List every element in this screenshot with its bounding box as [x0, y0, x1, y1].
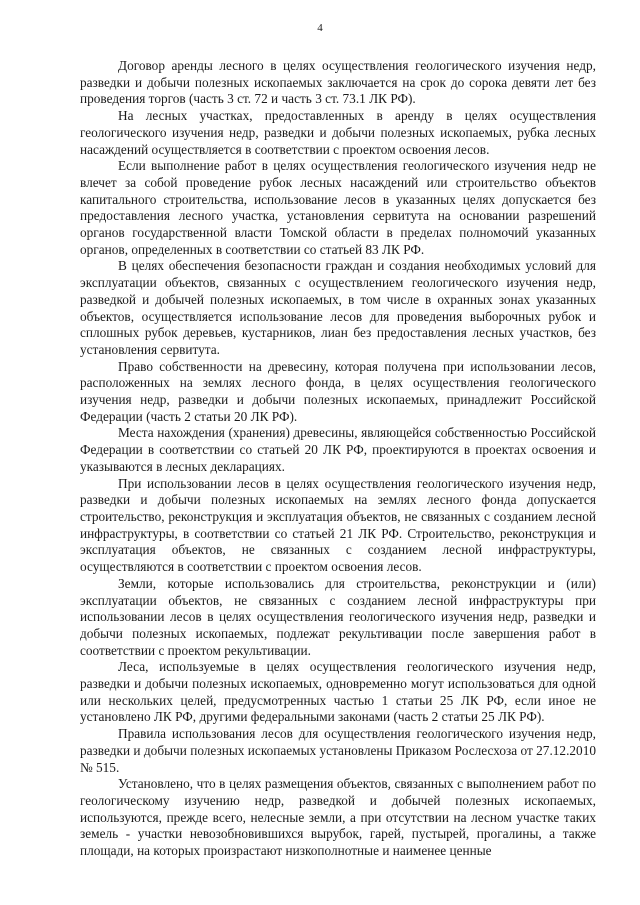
- paragraph-object-placement: Установлено, что в целях размещения объектов, связанных с выполнением работ по геологическому изучению недр, разведкой и добычей полезных ископаемых, используются, прежде всего, нелесные земли, а при отсутствии на лесном участке таких земель - участки невозобновившихся вырубок, гарей, пустырей, прогалины, а также площади, на которых произрастают низкополнотные и наименее ценные: [80, 776, 596, 859]
- paragraph-timber-ownership: Право собственности на древесину, которая получена при использовании лесов, расположенных на землях лесного фонда, в целях осуществления геологического изучения недр, разведки и добычи полезных ископаемых, принадлежит Российской Федерации (часть 2 статьи 20 ЛК РФ).: [80, 358, 596, 424]
- paragraph-use-without-allocation: Если выполнение работ в целях осуществления геологического изучения недр не влечет за собой проведение рубок лесных насаждений или строительство объектов капитального строительства, использование лесов в указанных целях допускается без предоставления лесного участка, установления сервитута на основании разрешений органов государственной власти Томской области в пределах полномочий указанных органов, определенных в соответствии со статьей 83 ЛК РФ.: [80, 158, 596, 257]
- paragraph-recultivation: Земли, которые использовались для строительства, реконструкции и (или) эксплуатации объектов, не связанных с созданием лесной инфраструктуры при использовании лесов в целях осуществления геологического изучения недр, разведки и добычи полезных ископаемых, подлежат рекультивации после завершения работ в соответствии с проектом рекультивации.: [80, 575, 596, 658]
- document-body: [80, 58, 596, 860]
- paragraph-felling-project: На лесных участках, предоставленных в аренду в целях осуществления геологического изучения недр, разведки и добычи полезных ископаемых, рубка лесных насаждений осуществляется в соответствии с проектом освоения лесов.: [80, 108, 596, 157]
- paragraph-lease-term: Договор аренды лесного в целях осуществления геологического изучения недр, разведки и добычи полезных ископаемых заключается на срок до сорока девяти лет без проведения торгов (часть 3 ст. 72 и часть 3 ст. 73.1 ЛК РФ).: [80, 58, 596, 107]
- paragraph-multiple-use: Леса, используемые в целях осуществления геологического изучения недр, разведки и добычи полезных ископаемых, одновременно могут использоваться для одной или нескольких целей, предусмотренных частью 1 статьи 25 ЛК РФ, если иное не установлено ЛК РФ, другими федеральными законами (часть 2 статьи 25 ЛК РФ).: [80, 659, 596, 725]
- paragraph-rules: Правила использования лесов для осуществления геологического изучения недр, разведки и добычи полезных ископаемых установлены Приказом Рослесхоза от 27.12.2010 № 515.: [80, 726, 596, 775]
- paragraph-safety-felling: В целях обеспечения безопасности граждан и создания необходимых условий для эксплуатации объектов, связанных с осуществлением геологического изучения недр, разведкой и добычей полезных ископаемых, в том числе в охранных зонах указанных объектов, осуществляется использование лесов для проведения выборочных рубок и сплошных рубок деревьев, кустарников, лиан без предоставления лесных участков, без установления сервитута.: [80, 258, 596, 357]
- paragraph-timber-storage: Места нахождения (хранения) древесины, являющейся собственностью Российской Федерации в соответствии со статьей 20 ЛК РФ, проектируются в проектах освоения и указываются в лесных декларациях.: [80, 425, 596, 474]
- paragraph-construction: При использовании лесов в целях осуществления геологического изучения недр, разведки и добычи полезных ископаемых на землях лесного фонда допускается строительство, реконструкция и эксплуатация объектов, не связанных с созданием лесной инфраструктуры, в соответствии со статьей 21 ЛК РФ. Строительство, реконструкция и эксплуатация объектов, не связанных с созданием лесной инфраструктуры, осуществляются в соответствии с проектом освоения лесов.: [80, 475, 596, 575]
- page-number: 4: [317, 22, 323, 34]
